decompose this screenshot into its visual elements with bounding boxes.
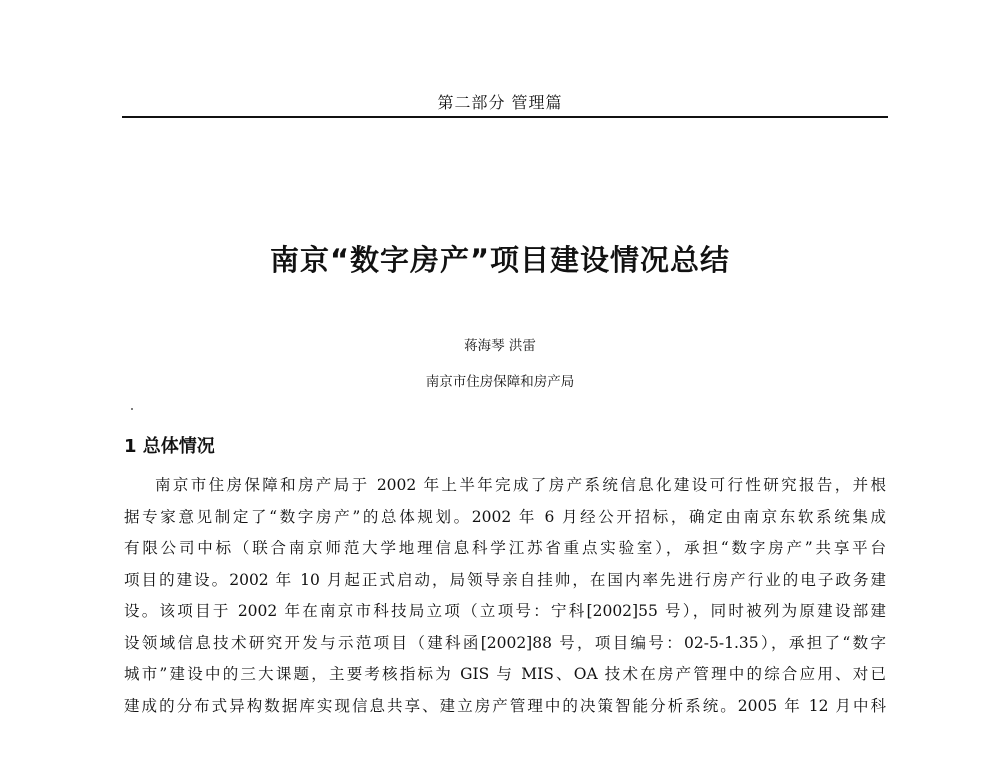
- authors: 蒋海琴 洪雷: [464, 338, 536, 354]
- body-paragraph: [124, 470, 886, 722]
- paragraph-line: 建成的分布式异构数据库实现信息共享、建立房产管理中的决策智能分析系统。2005 年 12 月中科: [124, 696, 886, 715]
- paragraph-line: 城市”建设中的三大课题，主要考核指标为 GIS 与 MIS、OA 技术在房产管理中的综合应用、对已: [124, 665, 886, 683]
- section-heading: 1 总体情况: [124, 436, 215, 457]
- paper-title: 南京“数字房产”项目建设情况总结: [269, 243, 731, 277]
- paragraph-line: 项目的建设。2002 年 10 月起正式启动，局领导亲自挂帅，在国内率先进行房产行业的电子政务建: [124, 570, 886, 589]
- scan-speck: [131, 408, 133, 410]
- paragraph-line: 有限公司中标（联合南京师范大学地理信息科学江苏省重点实验室），承担“数字房产”共享平台: [124, 539, 886, 557]
- running-header: 第二部分 管理篇: [437, 93, 563, 112]
- paragraph-line: 设。该项目于 2002 年在南京市科技局立项（立项号：宁科[2002]55 号），同时被列为原建设部建: [124, 602, 886, 620]
- header-rule: [122, 116, 888, 118]
- paragraph-line: 据专家意见制定了“数字房产”的总体规划。2002 年 6 月经公开招标，确定由南京东软系统集成: [124, 507, 886, 526]
- paragraph-line: 南京市住房保障和房产局于 2002 年上半年完成了房产系统信息化建设可行性研究报告，并根: [155, 476, 886, 494]
- paragraph-line: 设领域信息技术研究开发与示范项目（建科函[2002]88 号，项目编号：02-5-1.35），承担了“数字: [124, 633, 886, 652]
- affiliation: 南京市住房保障和房产局: [425, 374, 575, 390]
